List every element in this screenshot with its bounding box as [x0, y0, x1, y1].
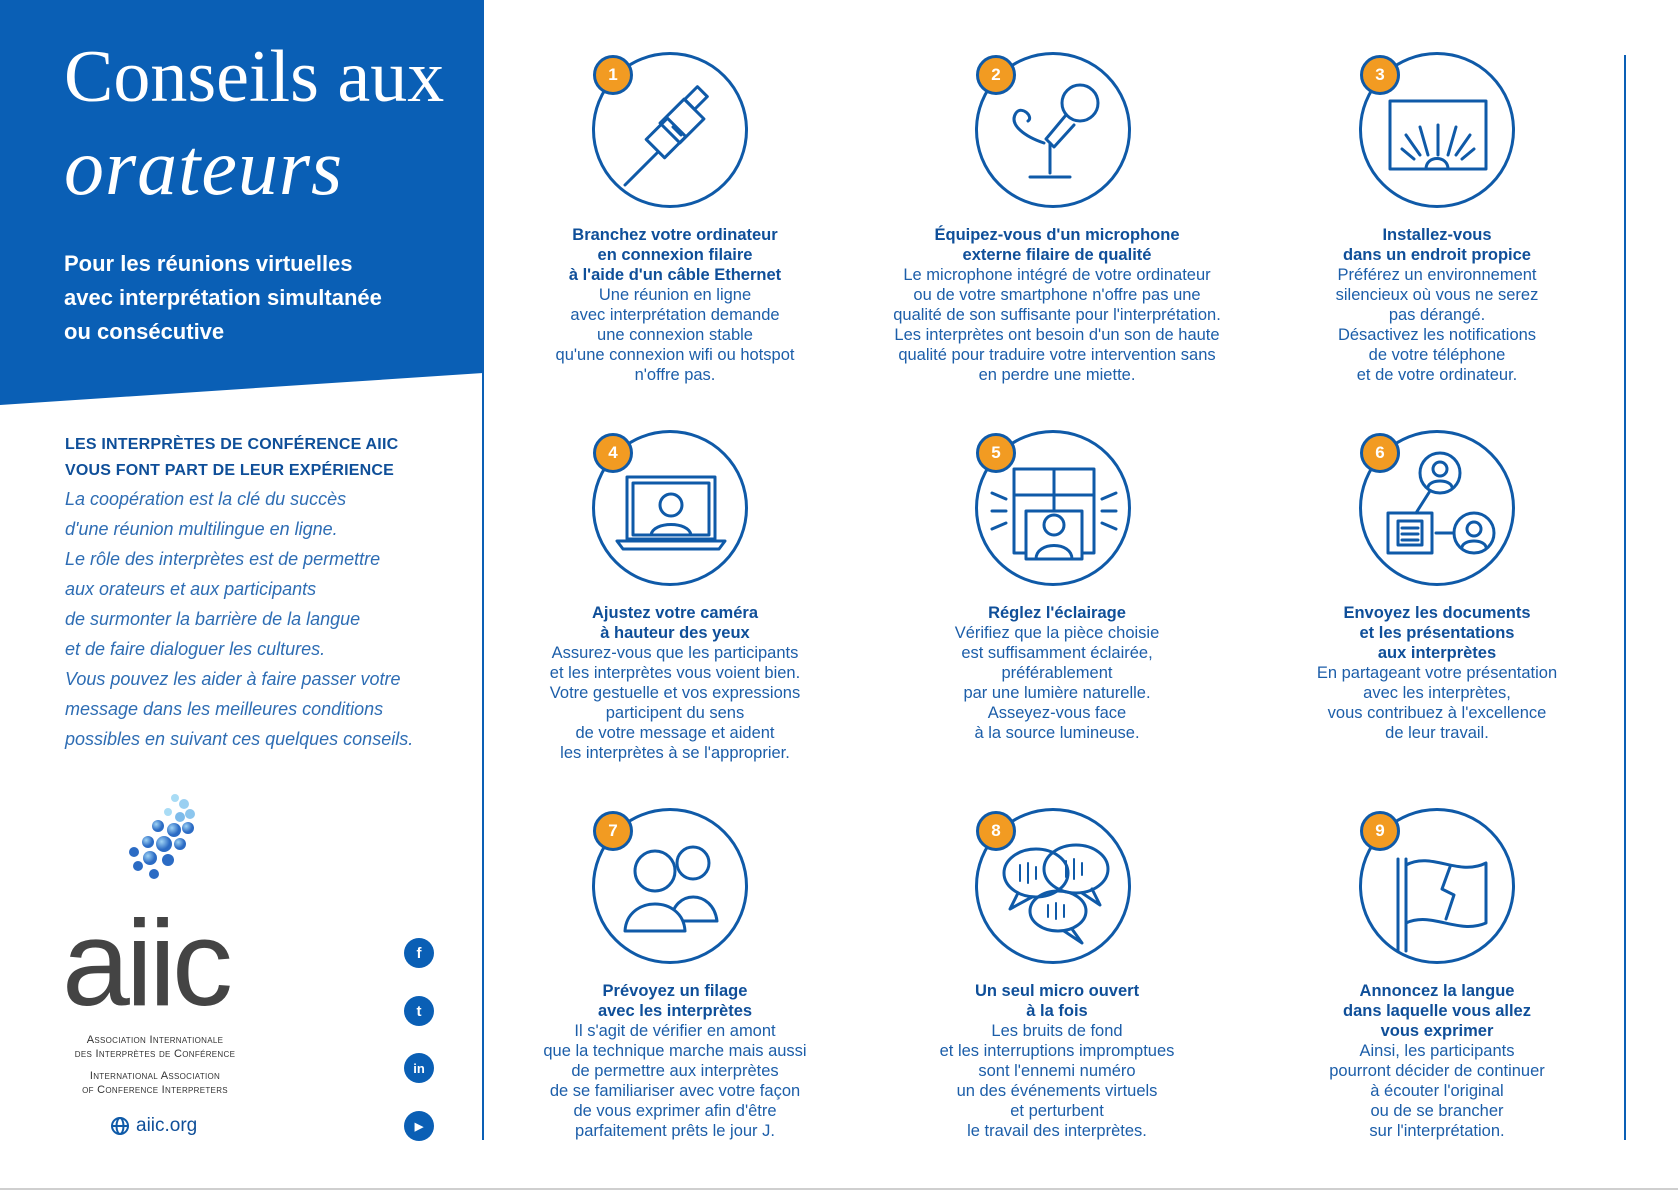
intro-line: aux orateurs et aux participants [65, 579, 317, 599]
tip-4 [510, 603, 840, 763]
tip-title: Ajustez votre caméra à hauteur des yeux [592, 604, 758, 642]
org-name-en-line2: of Conference Interpreters [82, 1084, 228, 1096]
aiic-logo-dots-icon [120, 792, 210, 892]
intro-heading-line: LES INTERPRÈTES DE CONFÉRENCE AIIC [65, 436, 399, 453]
tip-title: Prévoyez un filage avec les interprètes [597, 982, 753, 1020]
intro-line: Le rôle des interprètes est de permettre [65, 549, 381, 569]
intro-line: de surmonter la barrière de la langue [65, 609, 361, 629]
page-title-line2: orateurs [64, 124, 344, 212]
tip-number-badge: 4 [593, 433, 633, 473]
tip-number-badge: 5 [976, 433, 1016, 473]
tip-body: Les bruits de fond et les interruptions impromptues sont l'ennemi numéro un des événements virtuels et perturbent le travail des interprètes. [939, 1022, 1175, 1140]
tip-9 [1272, 981, 1602, 1141]
intro-line: message dans les meilleures conditions [65, 699, 384, 719]
tip-number-badge: 2 [976, 55, 1016, 95]
org-name-fr-line1: Association Internationale [86, 1034, 224, 1046]
tip-5 [892, 603, 1222, 743]
intro-line: Vous pouvez les aider à faire passer votre [65, 669, 401, 689]
tip-number-badge: 1 [593, 55, 633, 95]
intro-line: La coopération est la clé du succès [65, 489, 347, 509]
tip-number-badge: 3 [1360, 55, 1400, 95]
tip-1 [510, 225, 840, 385]
divider-right [1624, 55, 1626, 1140]
subtitle-line: Pour les réunions virtuelles [64, 251, 353, 276]
tip-body: Une réunion en ligne avec interprétation demande une connexion stable qu'une connexion wifi ou hotspot n'offre pas. [555, 286, 795, 384]
org-name-fr-line2: des Interprètes de Conférence [74, 1048, 236, 1060]
tip-number-badge: 8 [976, 811, 1016, 851]
tip-body: En partageant votre présentation avec les interprètes, vous contribuez à l'excellence de leur travail. [1316, 664, 1558, 742]
twitter-icon[interactable]: t [404, 996, 434, 1026]
org-name-en-line1: International Association [89, 1070, 221, 1082]
tip-body: Ainsi, les participants pourront décider de continuer à écouter l'original ou de se brancher sur l'interprétation. [1329, 1042, 1545, 1140]
tip-body: Préférez un environnement silencieux où vous ne serez pas dérangé. Désactivez les notifications de votre téléphone et de votre ordinateur. [1335, 266, 1539, 384]
tip-body: Le microphone intégré de votre ordinateur ou de votre smartphone n'offre pas une qualité de son suffisante pour l'interprétation. Les interprètes ont besoin d'un son de haute qualité pour traduire votre intervention sans en perdre une miette. [893, 266, 1221, 384]
tip-title: Équipez-vous d'un microphone externe filaire de qualité [934, 226, 1180, 264]
tip-title: Installez-vous dans un endroit propice [1343, 226, 1531, 264]
tip-8 [892, 981, 1222, 1141]
subtitle-line: ou consécutive [64, 319, 225, 344]
intro-heading [65, 432, 455, 484]
intro-text [65, 484, 465, 754]
tip-number-badge: 9 [1360, 811, 1400, 851]
intro-line: et de faire dialoguer les cultures. [65, 639, 326, 659]
tip-number-badge: 7 [593, 811, 633, 851]
facebook-icon[interactable]: f [404, 938, 434, 968]
tip-number-badge: 6 [1360, 433, 1400, 473]
tip-title: Annoncez la langue dans laquelle vous allez vous exprimer [1343, 982, 1531, 1040]
tip-body: Il s'agit de vérifier en amont que la technique marche mais aussi de permettre aux interprètes de se familiariser avec votre façon de vous exprimer afin d'être parfaitement prêts le jour J. [543, 1022, 807, 1140]
youtube-icon[interactable]: ▶ [404, 1111, 434, 1141]
tip-6 [1272, 603, 1602, 743]
tip-body: Vérifiez que la pièce choisie est suffisamment éclairée, préférablement par une lumière naturelle. Asseyez-vous face à la source lumineuse. [954, 624, 1160, 742]
globe-icon [110, 1116, 130, 1136]
linkedin-icon[interactable]: in [404, 1053, 434, 1083]
svg-text:aiic: aiic [62, 895, 230, 1015]
aiic-wordmark [62, 895, 262, 1015]
divider-left [482, 0, 484, 1140]
website-link[interactable] [110, 1115, 197, 1137]
tip-2 [872, 225, 1242, 385]
tip-title: Réglez l'éclairage [988, 604, 1126, 622]
intro-line: possibles en suivant ces quelques conseils. [65, 729, 414, 749]
page-title-line1: Conseils aux [64, 36, 445, 118]
website-label: aiic.org [136, 1115, 198, 1136]
tip-title: Branchez votre ordinateur en connexion filaire à l'aide d'un câble Ethernet [568, 226, 782, 284]
intro-heading-line: VOUS FONT PART DE LEUR EXPÉRIENCE [65, 462, 395, 479]
tip-title: Envoyez les documents et les présentations aux interprètes [1343, 604, 1531, 662]
tip-7 [510, 981, 840, 1141]
tip-title: Un seul micro ouvert à la fois [974, 982, 1140, 1020]
intro-line: d'une réunion multilingue en ligne. [65, 519, 338, 539]
subtitle-line: avec interprétation simultanée [64, 285, 382, 310]
page-subtitle [64, 247, 464, 349]
tip-body: Assurez-vous que les participants et les interprètes vous voient bien. Votre gestuelle et vos expressions participent du sens de votre message et aident les interprètes à se l'approprier. [549, 644, 801, 762]
tip-3 [1272, 225, 1602, 385]
